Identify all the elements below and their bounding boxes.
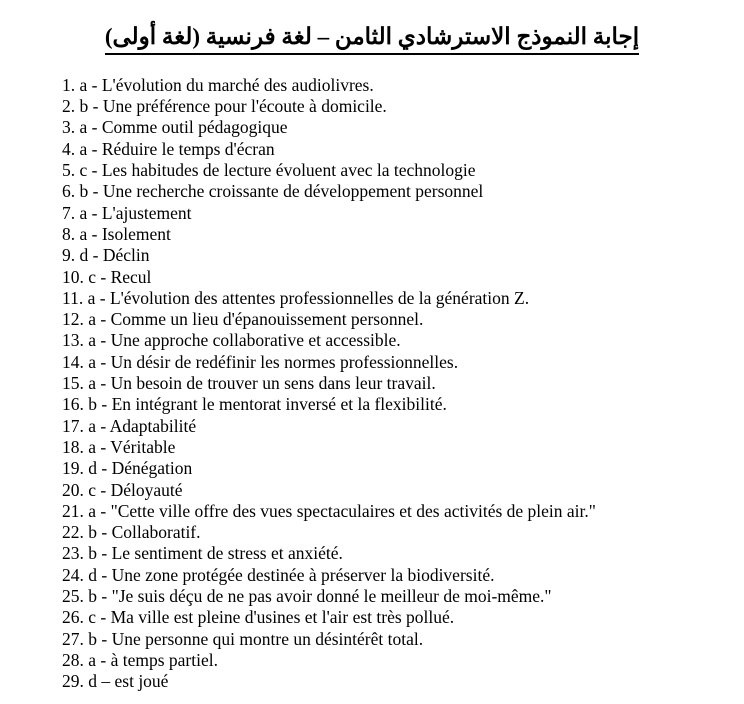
answer-line: 11. a - L'évolution des attentes professionnelles de la génération Z. [62, 287, 530, 308]
answer-line: 26. c - Ma ville est pleine d'usines et l'air est très pollué. [62, 607, 455, 628]
answer-line: 7. a - L'ajustement [62, 202, 192, 223]
answer-line: 16. b - En intégrant le mentorat inversé et la flexibilité. [62, 394, 447, 415]
answer-line: 25. b - "Je suis déçu de ne pas avoir donné le meilleur de moi-même." [62, 586, 552, 607]
answers-list [62, 75, 714, 693]
answer-line: 20. c - Déloyauté [62, 479, 183, 500]
answer-line: 9. d - Déclin [62, 245, 150, 266]
answer-line: 19. d - Dénégation [62, 458, 193, 479]
answer-line: 8. a - Isolement [62, 223, 171, 244]
answer-line: 13. a - Une approche collaborative et accessible. [62, 330, 401, 351]
answer-line: 5. c - Les habitudes de lecture évoluent avec la technologie [62, 160, 476, 181]
answer-line: 29. d – est joué [62, 671, 169, 692]
answer-line: 14. a - Un désir de redéfinir les normes professionnelles. [62, 351, 459, 372]
answer-line: 17. a - Adaptabilité [62, 415, 197, 436]
answer-line: 23. b - Le sentiment de stress et anxiété. [62, 543, 343, 564]
answer-line: 2. b - Une préférence pour l'écoute à domicile. [62, 96, 387, 117]
title-container [0, 0, 744, 55]
answer-line: 6. b - Une recherche croissante de développement personnel [62, 181, 484, 202]
answer-line: 28. a - à temps partiel. [62, 649, 218, 670]
answer-line: 22. b - Collaboratif. [62, 522, 201, 543]
answer-line: 15. a - Un besoin de trouver un sens dans leur travail. [62, 373, 436, 394]
answer-line: 21. a - "Cette ville offre des vues spectaculaires et des activités de plein air." [62, 500, 596, 521]
answer-line: 18. a - Véritable [62, 436, 176, 457]
answer-line: 4. a - Réduire le temps d'écran [62, 138, 275, 159]
answer-line: 24. d - Une zone protégée destinée à préserver la biodiversité. [62, 564, 495, 585]
answer-line: 1. a - L'évolution du marché des audiolivres. [62, 74, 374, 95]
answer-line: 3. a - Comme outil pédagogique [62, 117, 288, 138]
document-title: إجابة النموذج الاسترشادي الثامن – لغة فرنسية (لغة أولى) [105, 22, 639, 55]
answer-line: 10. c - Recul [62, 266, 152, 287]
answer-line: 12. a - Comme un lieu d'épanouissement personnel. [62, 309, 424, 330]
answer-line: 27. b - Une personne qui montre un désintérêt total. [62, 628, 424, 649]
